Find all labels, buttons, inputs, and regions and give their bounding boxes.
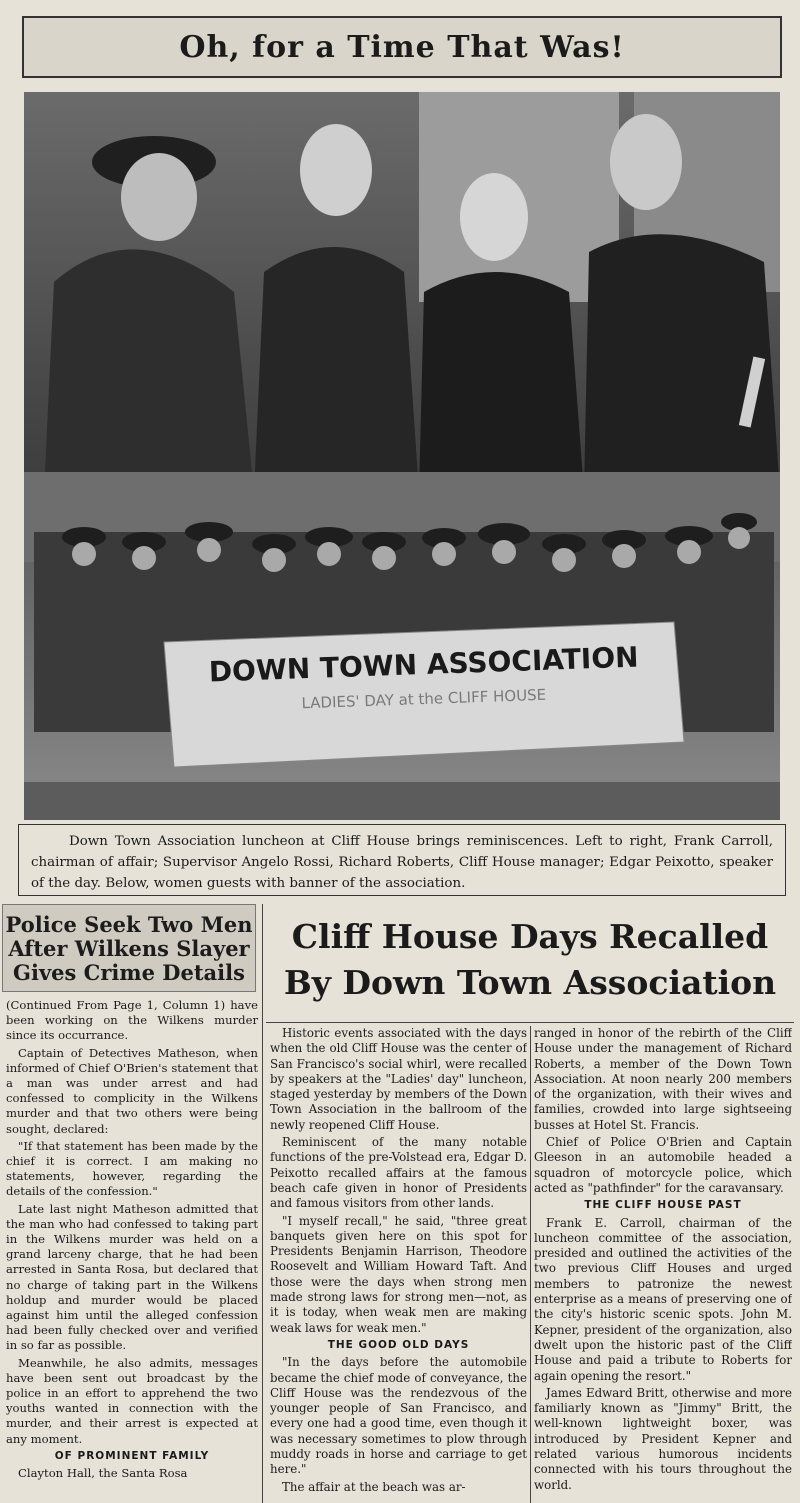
- main-paragraph: "I myself recall," he said, "three great banquets given here on this spot for Presidents Benjamin Harrison, Theodore Roosevelt and William Howard Taft. And those were the days when strong men made strong laws for strong men—not, as it is today, when weak men are making weak laws for weak men.": [270, 1213, 527, 1335]
- left-article: [0, 904, 263, 1503]
- photo-caption: Down Town Association luncheon at Cliff House brings reminiscences. Left to right, Frank Carroll, chairman of affair; Supervisor Angelo Rossi, Richard Roberts, Cliff House manager; Edgar Peixotto, speaker of the day. Below, women guests with banner of the association.: [18, 824, 786, 896]
- main-subhead: THE GOOD OLD DAYS: [327, 1338, 470, 1351]
- association-banner: [164, 622, 684, 767]
- main-paragraph: Reminiscent of the many notable functions of the pre-Volstead era, Edgar D. Peixotto recalled affairs at the famous beach cafe given in honor of Presidents and famous visitors from other lands.: [270, 1135, 527, 1211]
- main-headline-line-1: Cliff House Days Recalled: [291, 917, 769, 956]
- photo-headline-box: [22, 16, 782, 78]
- left-paragraph: Meanwhile, he also admits, messages have been sent out broadcast by the police in an effort to apprehend the two youths wanted in connection with the murder, and their arrest is expected at any moment.: [6, 1355, 258, 1446]
- left-paragraph: Captain of Detectives Matheson, when informed of Chief O'Brien's statement that a man was under arrest and had confessed to complicity in the Wilkens murder and that two others were being sought, declared:: [6, 1045, 258, 1136]
- left-subhead: OF PROMINENT FAMILY: [54, 1449, 210, 1462]
- main-article-headline: [266, 914, 794, 1024]
- left-article-headline: [2, 904, 256, 992]
- main-paragraph: Chief of Police O'Brien and Captain Gleeson in an automobile headed a squadron of motorcycle police, which acted as "pathfinder" for the caravansary.: [534, 1135, 792, 1195]
- headline-rule: [266, 1022, 794, 1023]
- photo-illustration: [24, 92, 780, 820]
- left-headline-line-3: Gives Crime Details: [13, 960, 245, 985]
- main-paragraph: Historic events associated with the days when the old Cliff House was the center of San Francisco's social whirl, were recalled by speakers at the "Ladies' day" luncheon, staged yesterday by members of the Down Town Association in the ballroom of the newly reopened Cliff House.: [270, 1026, 527, 1132]
- main-paragraph: "In the days before the automobile became the chief mode of conveyance, the Cliff House was the rendezvous of the younger people of San Francisco, and every one had a good time, even though it was necessary sometimes to plow through muddy roads in horse and carriage to get here.": [270, 1355, 527, 1477]
- photo-headline: Oh, for a Time That Was!: [179, 29, 625, 65]
- left-paragraph: Late last night Matheson admitted that the man who had confessed to taking part in the Wilkens murder was held on a grand larceny charge, that he had been arrested in Santa Rosa, but declared that no charge of taking part in the Wilkens holdup and murder would be placed against him until the alleged confession had been fully checked over and verified in so far as possible.: [6, 1201, 258, 1353]
- news-photograph: [24, 92, 780, 820]
- left-paragraph: "If that statement has been made by the chief it is correct. I am making no statements, however, regarding the details of the confession.": [6, 1138, 258, 1199]
- main-paragraph: James Edward Britt, otherwise and more familiarly known as "Jimmy" Britt, the well-known lightweight boxer, was introduced by President Kepner and related various humorous incidents connected with his tours throughout the world.: [534, 1385, 792, 1492]
- left-article-body: [0, 992, 262, 1481]
- main-article-column-1: [270, 1026, 527, 1503]
- main-paragraph: ranged in honor of the rebirth of the Cliff House under the management of Richard Roberts, a member of the Down Town Association. At noon nearly 200 members of the organization, with their wives and families, crowded into large sightseeing busses at Hotel St. Francis.: [534, 1026, 792, 1132]
- column-divider: [530, 1026, 531, 1503]
- banner-sub-text: LADIES' DAY at the CLIFF HOUSE: [301, 685, 547, 713]
- left-headline-line-1: Police Seek Two Men: [5, 912, 253, 937]
- main-paragraph: Frank E. Carroll, chairman of the luncheon committee of the association, presided and outlined the activities of the two previous Cliff Houses and urged members to patronize the newest enterprise as a means of preserving one of the city's historic scenic spots. John M. Kepner, president of the organization, also dwelt upon the historic past of the Cliff House and paid a tribute to Roberts for again opening the resort.": [534, 1215, 792, 1383]
- left-headline-line-2: After Wilkens Slayer: [8, 936, 250, 961]
- main-subhead: THE CLIFF HOUSE PAST: [584, 1199, 742, 1212]
- left-paragraph: (Continued From Page 1, Column 1) have been working on the Wilkens murder since its occurrance.: [6, 998, 258, 1043]
- main-article-column-2: [534, 1026, 792, 1503]
- main-headline-line-2: By Down Town Association: [283, 963, 777, 1002]
- banner-main-text: DOWN TOWN ASSOCIATION: [208, 640, 640, 689]
- main-paragraph: The affair at the beach was ar-: [282, 1479, 466, 1494]
- left-paragraph: Clayton Hall, the Santa Rosa: [18, 1466, 188, 1481]
